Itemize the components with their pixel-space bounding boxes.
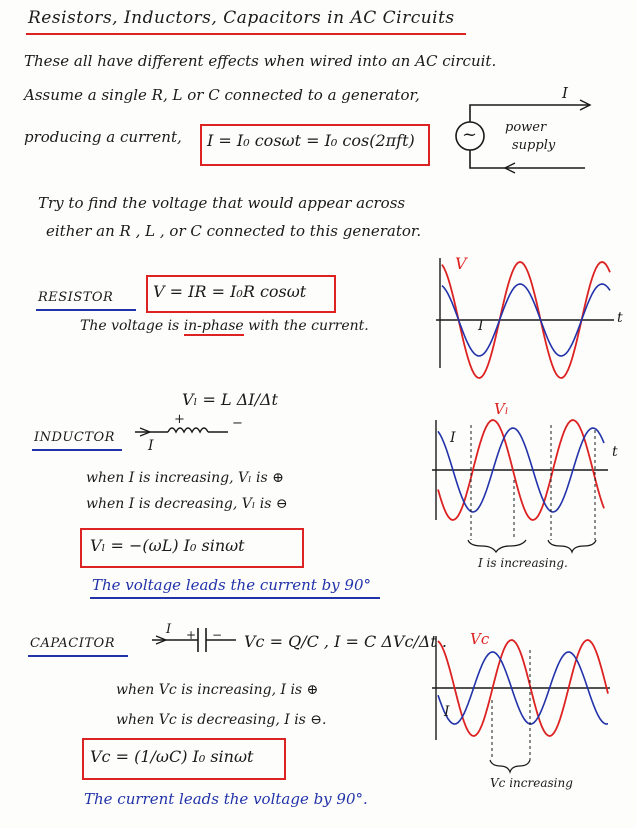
intro-line-1: These all have different effects when wired into an AC circuit. (24, 52, 497, 70)
inductor-graph-t-label: t (612, 444, 618, 460)
capacitor-definition: Vc = Q/C , I = C ΔVc/Δt . (244, 632, 447, 651)
resistor-note-post: with the current. (243, 318, 369, 334)
inductor-equation: Vₗ = −(ωL) I₀ sinωt (90, 536, 245, 555)
inductor-graph-I-label: I (450, 430, 456, 446)
supply-current-label: I (562, 84, 568, 102)
task-line-1: Try to find the voltage that would appear across (38, 194, 406, 212)
page-title: Resistors, Inductors, Capacitors in AC Circuits (28, 8, 455, 28)
capacitor-minus: − (212, 628, 223, 642)
inductor-heading: INDUCTOR (34, 430, 115, 445)
capacitor-note: The current leads the voltage by 90°. (84, 790, 368, 808)
inductor-graph-V-label: Vₗ (494, 400, 509, 418)
capacitor-graph-I-label: I (444, 704, 450, 720)
capacitor-graph-V-label: Vc (470, 630, 490, 648)
inductor-minus: − (232, 416, 243, 431)
task-line-2: either an R , L , or C connected to this generator. (46, 222, 422, 240)
intro-line-2: Assume a single R, L or C connected to a generator, (24, 86, 420, 104)
inductor-line-2: when I is decreasing, Vₗ is ⊖ (86, 496, 288, 512)
capacitor-current-label: I (166, 622, 172, 637)
intro-line-3: producing a current, (24, 128, 182, 146)
resistor-graph-I-label: I (478, 318, 484, 334)
inductor-note: The voltage leads the current by 90° (92, 576, 372, 594)
inductor-plus: + (174, 412, 185, 427)
inductor-definition: Vₗ = L ΔI/Δt (182, 390, 278, 409)
inductor-current-label: I (148, 438, 154, 454)
capacitor-equation: Vc = (1/ωC) I₀ sinωt (90, 747, 254, 766)
current-equation: I = I₀ cosωt = I₀ cos(2πft) (207, 131, 415, 150)
capacitor-line-2: when Vc is decreasing, I is ⊖. (116, 712, 327, 728)
supply-label: supply (512, 138, 556, 153)
resistor-equation: V = IR = I₀R cosωt (153, 282, 307, 301)
capacitor-plus: + (186, 628, 197, 642)
inductor-line-1: when I is increasing, Vₗ is ⊕ (86, 470, 284, 486)
capacitor-brace (490, 760, 530, 772)
capacitor-graph-caption: Vc increasing (490, 776, 573, 790)
resistor-heading: RESISTOR (38, 290, 114, 305)
power-label: power (505, 120, 547, 135)
resistor-note-emph: in-phase (183, 318, 244, 334)
capacitor-heading: CAPACITOR (30, 636, 115, 651)
capacitor-line-1: when Vc is increasing, I is ⊕ (116, 682, 319, 698)
resistor-graph-V-label: V (455, 254, 467, 273)
resistor-graph-t-label: t (617, 310, 623, 326)
inductor-graph-caption: I is increasing. (478, 556, 568, 570)
ac-source-icon: ~ (462, 124, 478, 145)
resistor-note-pre: The voltage is (80, 318, 184, 334)
